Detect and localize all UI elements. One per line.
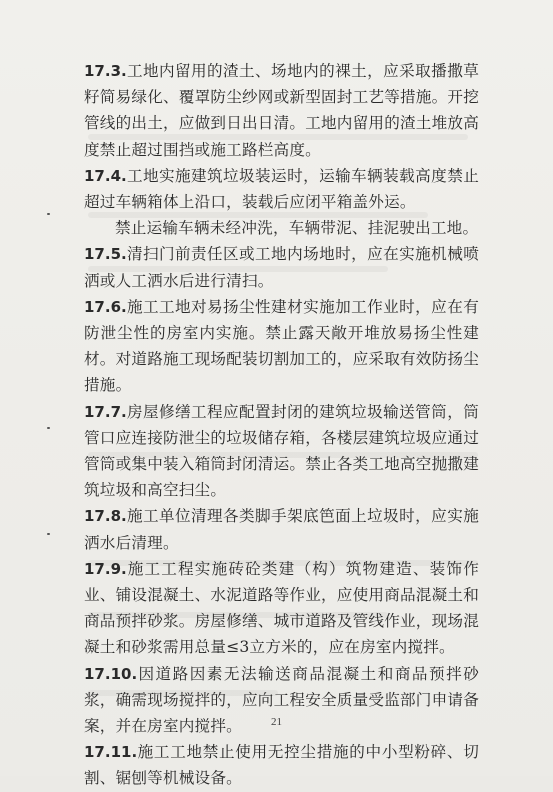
clause-text: 施工工地禁止使用无控尘措施的中小型粉碎、切割、锯刨等机械设备。 bbox=[84, 743, 479, 788]
clause-number: 17.4. bbox=[84, 166, 127, 185]
clause-text: 施工单位清理各类脚手架底笆面上垃圾时，应实施洒水后清理。 bbox=[84, 507, 479, 552]
clause-text: 施工工程实施砖砼类建（构）筑物建造、装饰作业、铺设混凝土、水泥道路等作业，应使用商品混凝土和商品预拌砂浆。房屋修缮、城市道路及管线作业，现场混凝土和砂浆需用总量≤3立方米的，应在房室内搅拌。 bbox=[84, 559, 479, 657]
clause-17-9 bbox=[84, 556, 479, 661]
clause-17-11 bbox=[84, 739, 479, 791]
clause-text: 工地实施建筑垃圾装运时，运输车辆装载高度禁止超过车辆箱体上沿口，装载后应闭平箱盖外运。 bbox=[84, 166, 479, 212]
clause-number: 17.5. bbox=[84, 245, 127, 264]
page-number: 21 bbox=[271, 716, 282, 728]
document-body bbox=[84, 58, 479, 792]
clause-number: 17.3. bbox=[84, 62, 127, 80]
clause-17-4-continued bbox=[84, 215, 479, 241]
clause-number: 17.9. bbox=[84, 559, 127, 578]
clause-number: 17.11. bbox=[84, 743, 138, 762]
clause-text: 因道路因素无法输送商品混凝土和商品预拌砂浆，确需现场搅拌的，应向工程安全质量受监部门申请备案，并在房室内搅拌。 bbox=[84, 664, 479, 736]
clause-17-4 bbox=[84, 163, 479, 215]
clause-text: 禁止运输车辆未经冲洗，车辆带泥、挂泥驶出工地。 bbox=[115, 219, 479, 238]
clause-17-7 bbox=[84, 399, 479, 504]
scan-speck bbox=[47, 427, 50, 429]
clause-17-8 bbox=[84, 503, 479, 555]
clause-number: 17.10. bbox=[84, 664, 138, 683]
clause-text: 工地内留用的渣土、场地内的裸土，应采取播撒草籽简易绿化、覆罩防尘纱网或新型固封工艺等措施。开挖管线的出土，应做到日出日清。工地内留用的渣土堆放高度禁止超过围挡或施工路栏高度。 bbox=[84, 62, 479, 159]
clause-17-3 bbox=[84, 58, 479, 163]
clause-number: 17.7. bbox=[84, 402, 127, 421]
clause-number: 17.6. bbox=[84, 297, 127, 316]
clause-text: 清扫门前责任区或工地内场地时，应在实施机械喷洒或人工洒水后进行清扫。 bbox=[84, 245, 479, 290]
clause-number: 17.8. bbox=[84, 507, 127, 526]
scan-speck bbox=[47, 213, 50, 215]
clause-text: 房屋修缮工程应配置封闭的建筑垃圾输送管筒，筒管口应连接防泄尘的垃圾储存箱，各楼层建筑垃圾应通过管筒或集中装入箱筒封闭清运。禁止各类工地高空抛撒建筑垃圾和高空扫尘。 bbox=[84, 402, 479, 500]
scan-speck bbox=[47, 533, 50, 535]
clause-text: 施工工地对易扬尘性建材实施加工作业时，应在有防泄尘性的房室内实施。禁止露天敞开堆放易扬尘性建材。对道路施工现场配装切割加工的，应采取有效防扬尘措施。 bbox=[84, 297, 479, 395]
clause-17-5 bbox=[84, 241, 479, 293]
clause-17-6 bbox=[84, 294, 479, 399]
